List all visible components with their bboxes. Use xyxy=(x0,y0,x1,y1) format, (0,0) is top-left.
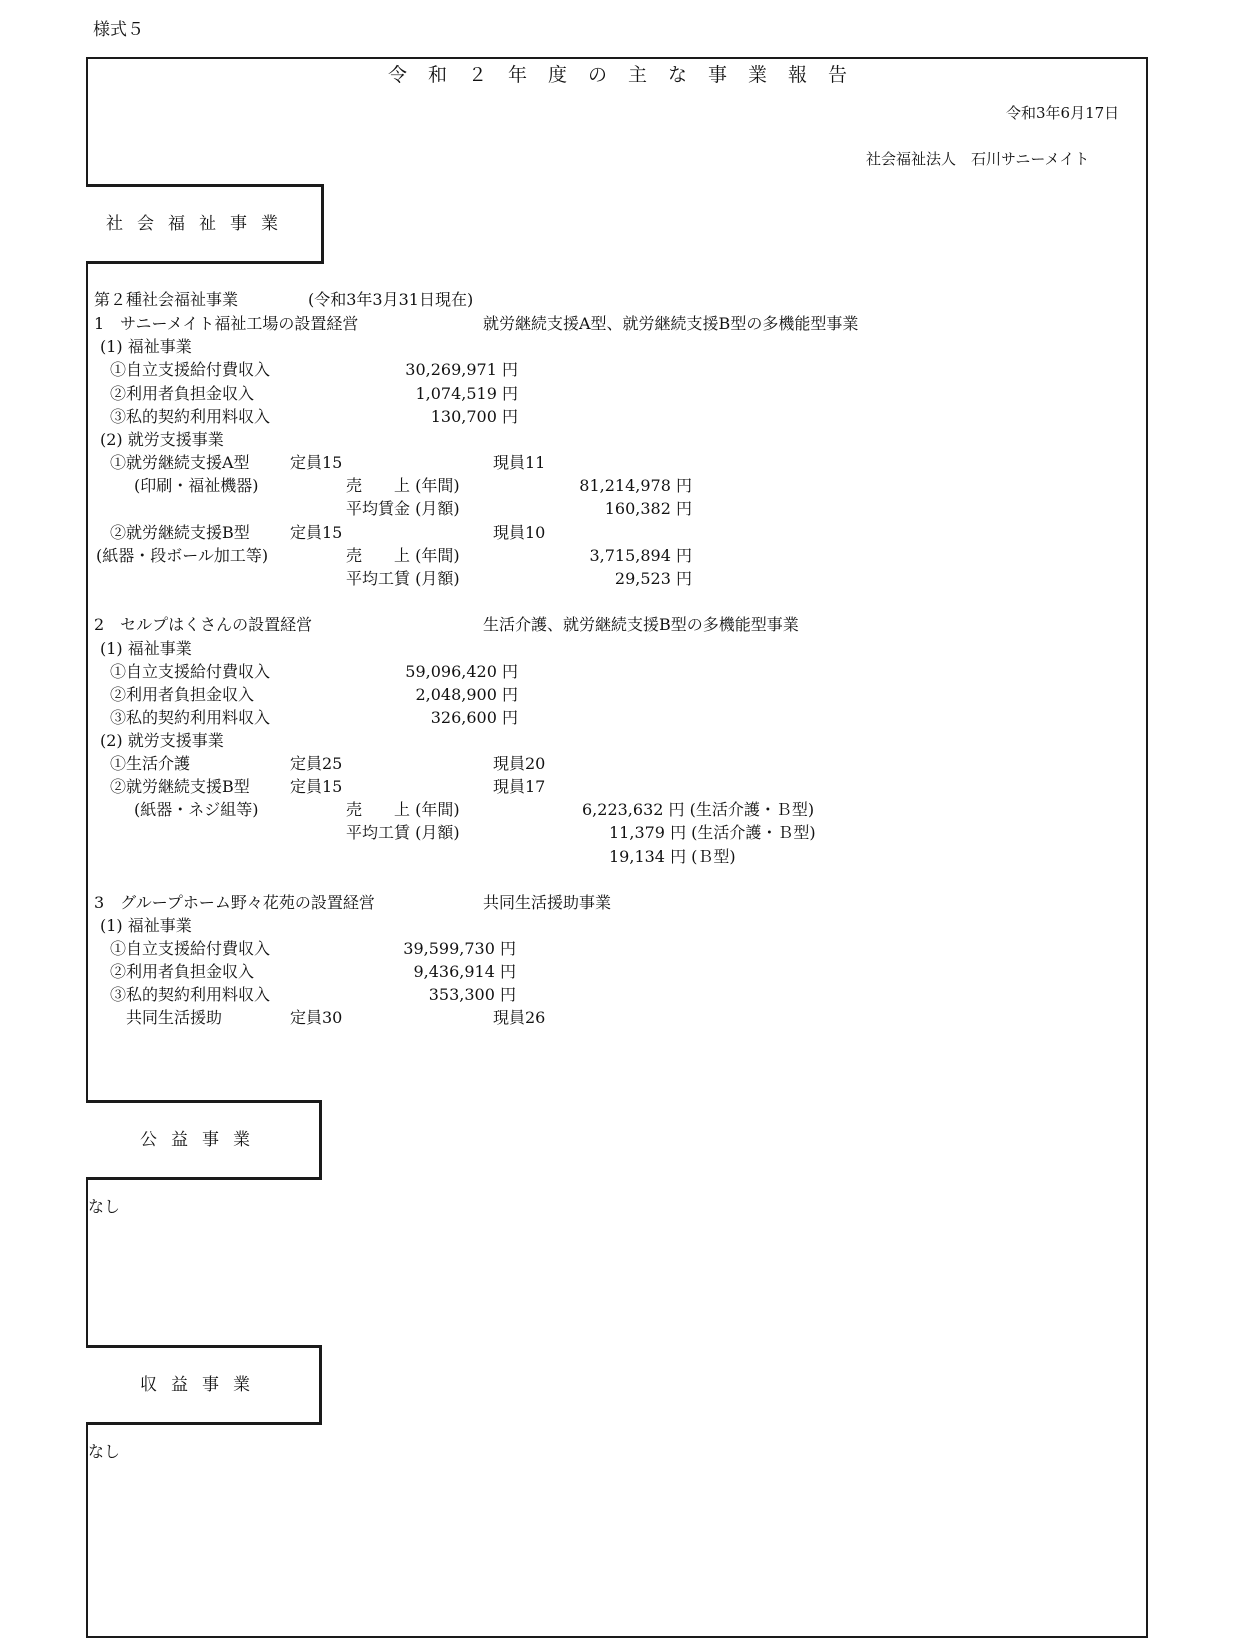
facility2-life-care-label: ①生活介護 xyxy=(110,754,191,773)
facility3-name: 3 グループホーム野々花苑の設置経営 xyxy=(94,893,375,912)
facility1-b-type-current: 現員10 xyxy=(493,523,546,542)
facility2-life-care-capacity: 定員25 xyxy=(290,754,343,773)
facility2-b-type-current: 現員17 xyxy=(493,777,546,796)
facility1-a-type-sales: 81,214,978 円 xyxy=(579,476,692,495)
section-title-public-interest: 公益事業 xyxy=(140,1130,264,1150)
document-title: 令和２年度の主な事業報告 xyxy=(388,64,869,86)
facility2-income-amount: 326,600 円 xyxy=(430,708,518,727)
report-date: 令和3年6月17日 xyxy=(1006,104,1120,122)
facility3-income-label: ③私的契約利用料収入 xyxy=(110,985,271,1004)
facility1-b-type-work: (紙器・段ボール加工等) xyxy=(96,546,269,565)
facility1-b-type-capacity: 定員15 xyxy=(290,523,343,542)
facility2-b-type-sales-label: 売 上 (年間) xyxy=(346,800,460,819)
facility2-income-label: ③私的契約利用料収入 xyxy=(110,708,271,727)
facility2-welfare-heading: (1) 福祉事業 xyxy=(100,639,192,658)
facility3-income-amount: 353,300 円 xyxy=(428,985,516,1004)
facility3-group-current: 現員26 xyxy=(493,1008,546,1027)
section-title-profit: 収益事業 xyxy=(140,1375,264,1395)
facility1-welfare-heading: (1) 福祉事業 xyxy=(100,337,192,356)
facility1-income-amount: 1,074,519 円 xyxy=(415,384,518,403)
facility1-b-type-sales-label: 売 上 (年間) xyxy=(346,546,460,565)
facility1-a-type-wage: 160,382 円 xyxy=(604,499,692,518)
public-interest-content: なし xyxy=(88,1197,121,1216)
facility2-services: 生活介護、就労継続支援B型の多機能型事業 xyxy=(483,615,799,634)
facility1-income-amount: 130,700 円 xyxy=(430,407,518,426)
facility3-services: 共同生活援助事業 xyxy=(483,893,612,912)
facility1-income-label: ①自立支援給付費収入 xyxy=(110,360,271,379)
facility2-b-type-wage-label: 平均工賃 (月額) xyxy=(346,823,460,842)
facility1-services: 就労継続支援A型、就労継続支援B型の多機能型事業 xyxy=(483,314,859,333)
facility1-a-type-wage-label: 平均賃金 (月額) xyxy=(346,499,460,518)
facility1-income-label: ③私的契約利用料収入 xyxy=(110,407,271,426)
facility3-group-label: 共同生活援助 xyxy=(126,1008,223,1027)
facility2-life-care-current: 現員20 xyxy=(493,754,546,773)
facility3-income-amount: 9,436,914 円 xyxy=(413,962,516,981)
organization-name: 社会福祉法人 石川サニーメイト xyxy=(866,150,1090,168)
facility2-work-heading: (2) 就労支援事業 xyxy=(100,731,224,750)
facility1-b-type-wage-label: 平均工賃 (月額) xyxy=(346,569,460,588)
facility2-b-type-wage1: 11,379 円 (生活介護・Ｂ型) xyxy=(609,823,816,842)
form-label: 様式５ xyxy=(93,20,144,40)
facility2-income-label: ①自立支援給付費収入 xyxy=(110,662,271,681)
section-title-social-welfare: 社会福祉事業 xyxy=(106,214,292,234)
facility2-b-type-label: ②就労継続支援B型 xyxy=(110,777,250,796)
facility3-welfare-heading: (1) 福祉事業 xyxy=(100,916,192,935)
facility2-income-amount: 2,048,900 円 xyxy=(415,685,518,704)
facility1-a-type-sales-label: 売 上 (年間) xyxy=(346,476,460,495)
facility1-name: 1 サニーメイト福祉工場の設置経営 xyxy=(94,314,359,333)
facility1-income-label: ②利用者負担金収入 xyxy=(110,384,255,403)
facility1-a-type-capacity: 定員15 xyxy=(290,453,343,472)
facility3-income-label: ②利用者負担金収入 xyxy=(110,962,255,981)
facility2-b-type-sales: 6,223,632 円 (生活介護・Ｂ型) xyxy=(582,800,815,819)
facility1-income-amount: 30,269,971 円 xyxy=(405,360,518,379)
facility2-income-label: ②利用者負担金収入 xyxy=(110,685,255,704)
facility2-b-type-capacity: 定員15 xyxy=(290,777,343,796)
facility2-income-amount: 59,096,420 円 xyxy=(405,662,518,681)
profit-content: なし xyxy=(88,1442,121,1461)
facility3-group-capacity: 定員30 xyxy=(290,1008,343,1027)
facility1-a-type-label: ①就労継続支援A型 xyxy=(110,453,250,472)
facility1-b-type-label: ②就労継続支援B型 xyxy=(110,523,250,542)
type2-as-of: (令和3年3月31日現在) xyxy=(308,290,474,309)
facility1-a-type-work: (印刷・福祉機器) xyxy=(134,476,259,495)
facility1-b-type-sales: 3,715,894 円 xyxy=(589,546,692,565)
facility3-income-amount: 39,599,730 円 xyxy=(403,939,516,958)
facility2-name: 2 セルプはくさんの設置経営 xyxy=(94,615,313,634)
type2-heading: 第２種社会福祉事業 xyxy=(94,290,239,309)
facility1-b-type-wage: 29,523 円 xyxy=(614,569,692,588)
facility1-work-heading: (2) 就労支援事業 xyxy=(100,430,224,449)
facility3-income-label: ①自立支援給付費収入 xyxy=(110,939,271,958)
facility1-a-type-current: 現員11 xyxy=(493,453,546,472)
facility2-b-type-wage2: 19,134 円 (Ｂ型) xyxy=(609,847,736,866)
facility2-b-type-work: (紙器・ネジ組等) xyxy=(134,800,259,819)
